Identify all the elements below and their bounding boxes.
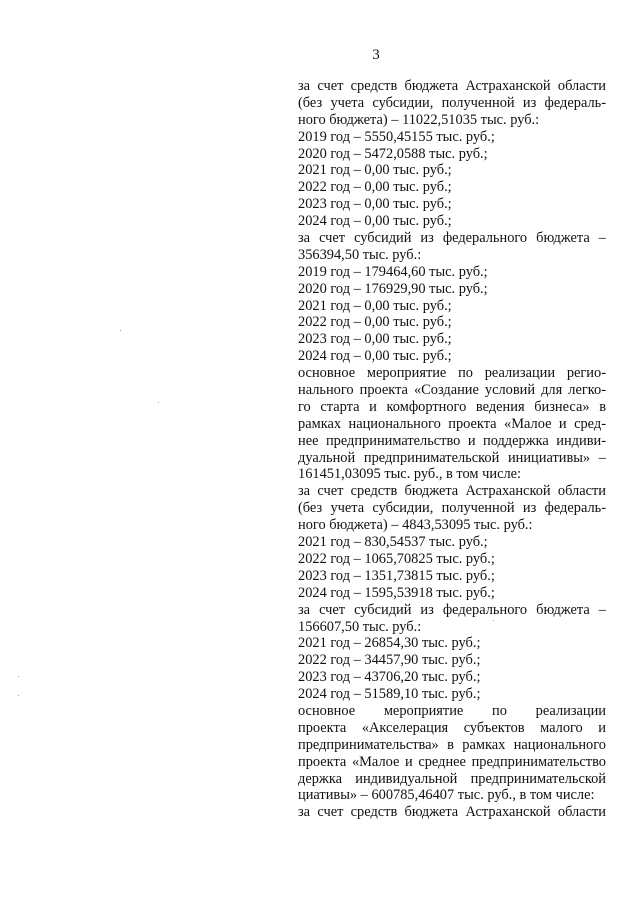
scan-speck [18, 695, 19, 696]
text-line: 2020 год – 5472,0588 тыс. руб.; [298, 145, 488, 162]
text-line: 2022 год – 0,00 тыс. руб.; [298, 314, 452, 331]
text-line: 2021 год – 26854,30 тыс. руб.; [298, 635, 481, 652]
scan-speck [18, 676, 19, 677]
text-line: (без учета субсидии, полученной из федераль- [298, 94, 606, 111]
text-line: 2023 год – 0,00 тыс. руб.; [298, 331, 452, 348]
text-line: 2021 год – 0,00 тыс. руб.; [298, 162, 452, 179]
text-line: циативы» – 600785,46407 тыс. руб., в том числе: [298, 787, 595, 804]
text-line: 161451,03095 тыс. руб., в том числе: [298, 466, 522, 483]
text-line: 2020 год – 176929,90 тыс. руб.; [298, 280, 488, 297]
text-line: 356394,50 тыс. руб.: [298, 246, 422, 263]
text-line: за счет субсидий из федерального бюджета – [298, 230, 606, 247]
text-line: 2019 год – 5550,45155 тыс. руб.; [298, 128, 495, 145]
text-line: 2023 год – 43706,20 тыс. руб.; [298, 669, 481, 686]
text-line: дуальной предпринимательской инициативы» – [298, 449, 606, 466]
text-line: ного бюджета) – 4843,53095 тыс. руб.: [298, 517, 533, 534]
text-line: держка индивидуальной предпринимательской [298, 770, 606, 787]
text-line: 2019 год – 179464,60 тыс. руб.; [298, 263, 488, 280]
text-line: 2024 год – 0,00 тыс. руб.; [298, 213, 452, 230]
scan-speck [493, 620, 494, 621]
text-line: ного бюджета) – 11022,51035 тыс. руб.: [298, 111, 540, 128]
text-line: нее предпринимательство и поддержка индиви- [298, 432, 606, 449]
text-line: за счет средств бюджета Астраханской области [298, 483, 606, 500]
text-line: за счет субсидий из федерального бюджета – [298, 601, 606, 618]
page-number: 3 [372, 47, 380, 63]
text-line: 156607,50 тыс. руб.: [298, 618, 422, 635]
text-line: 2023 год – 1351,73815 тыс. руб.; [298, 567, 495, 584]
text-line: 2022 год – 0,00 тыс. руб.; [298, 179, 452, 196]
text-line: 2021 год – 830,54537 тыс. руб.; [298, 534, 488, 551]
document-body [298, 78, 606, 821]
text-line: 2024 год – 0,00 тыс. руб.; [298, 348, 452, 365]
text-line: проекта «Малое и среднее предпринимательство [298, 753, 606, 770]
text-line: 2024 год – 1595,53918 тыс. руб.; [298, 584, 495, 601]
text-line: 2022 год – 34457,90 тыс. руб.; [298, 652, 481, 669]
text-line: го старта и комфортного ведения бизнеса» в [298, 398, 606, 415]
text-line: основное мероприятие по реализации [298, 702, 606, 719]
text-line: 2023 год – 0,00 тыс. руб.; [298, 196, 452, 213]
text-line: 2021 год – 0,00 тыс. руб.; [298, 297, 452, 314]
scan-speck [158, 402, 159, 403]
text-line: нального проекта «Создание условий для легко- [298, 382, 606, 399]
text-line: предпринимательства» в рамках национального [298, 736, 606, 753]
text-line: рамках национального проекта «Малое и сред- [298, 415, 606, 432]
text-line: за счет средств бюджета Астраханской области [298, 78, 606, 94]
text-line: проекта «Акселерация субъектов малого и [298, 719, 606, 736]
text-line: основное мероприятие по реализации регио- [298, 365, 606, 382]
text-line: 2022 год – 1065,70825 тыс. руб.; [298, 550, 495, 567]
text-line: за счет средств бюджета Астраханской области [298, 804, 606, 821]
scan-speck [120, 330, 121, 331]
text-line: 2024 год – 51589,10 тыс. руб.; [298, 686, 481, 703]
text-line: (без учета субсидии, полученной из федераль- [298, 500, 606, 517]
